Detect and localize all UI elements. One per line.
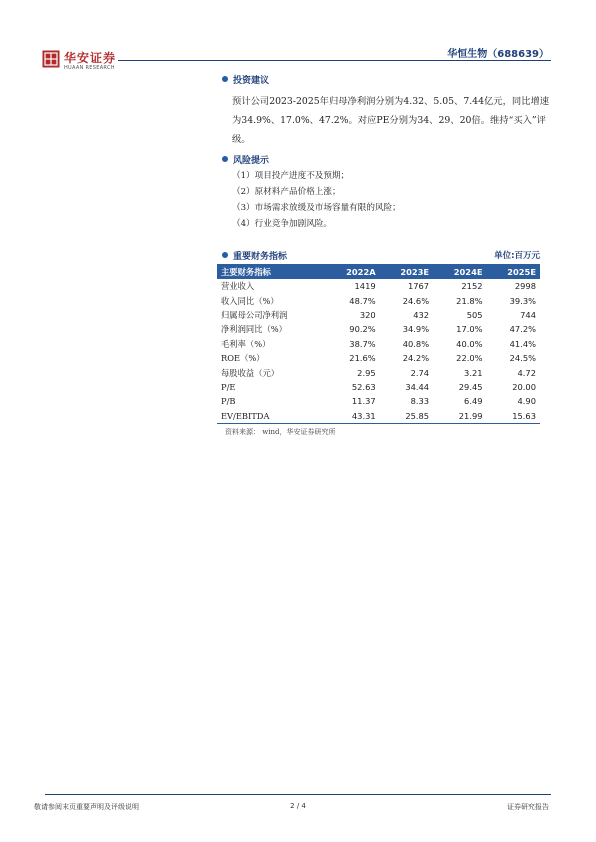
- row-label: 归属母公司净利润: [221, 309, 288, 320]
- investment-paragraph: 预计公司2023-2025年归母净利润分别为4.32、5.05、7.44亿元，同比增速为34.9%、17.0%、47.2%。对应PE分别为34、29、20倍。维持“买入”评级。: [232, 96, 550, 145]
- risk-title-text: 风险提示: [233, 155, 270, 166]
- table-cell: 17.0%: [456, 324, 483, 335]
- table-cell: 21.8%: [456, 295, 483, 306]
- table-cell: 24.5%: [509, 353, 536, 364]
- table-cell: 21.6%: [349, 353, 376, 364]
- logo-subtext: HUAAN RESEARCH: [64, 65, 115, 71]
- table-row: [217, 351, 540, 365]
- table-cell: 24.2%: [402, 353, 430, 364]
- table-header-row: [217, 264, 540, 279]
- table-cell: 24.6%: [402, 295, 430, 306]
- column-header: 主要财务指标: [221, 266, 271, 277]
- risk-item: （2）原材料产品价格上涨；: [232, 187, 341, 197]
- table-cell: 2998: [514, 281, 536, 292]
- table-cell: 90.2%: [349, 324, 376, 335]
- row-label: 毛利率（%）: [221, 338, 271, 349]
- header-divider: [118, 60, 551, 61]
- table-cell: 744: [520, 309, 536, 320]
- table-cell: 6.49: [464, 396, 483, 407]
- report-type: 证券研究报告: [507, 803, 549, 811]
- table-cell: 4.90: [517, 396, 536, 407]
- table-row: [217, 293, 540, 307]
- table-row: [217, 409, 540, 424]
- row-label: ROE（%）: [221, 353, 265, 364]
- table-cell: 15.63: [487, 409, 540, 424]
- risk-item: （3）市场需求放缓及市场容量有限的风险；: [232, 203, 401, 213]
- investment-title-text: 投资建议: [233, 75, 270, 86]
- risk-title: [222, 152, 552, 166]
- row-label: P/E: [221, 381, 236, 392]
- table-cell: 2152: [461, 281, 483, 292]
- financials-section: [217, 248, 540, 437]
- column-header: 2024E: [453, 266, 483, 277]
- table-row: [217, 394, 540, 408]
- table-cell: 320: [359, 309, 376, 320]
- table-cell: 20.00: [512, 381, 536, 392]
- table-cell: 40.0%: [456, 338, 483, 349]
- table-cell: 1767: [407, 281, 430, 292]
- table-row: [217, 380, 540, 394]
- source-note: 资料来源： wind，华安证券研究所: [225, 427, 336, 436]
- table-row: [217, 279, 540, 293]
- row-label: 每股收益（元）: [221, 367, 280, 378]
- row-label: 收入同比（%）: [221, 295, 279, 306]
- table-row: [217, 337, 540, 351]
- risk-item: （4）行业竞争加剧风险。: [232, 219, 332, 229]
- table-cell: 2.74: [410, 367, 430, 378]
- disclaimer-note: 敬请参阅末页重要声明及评级说明: [34, 803, 139, 811]
- table-cell: 22.0%: [456, 353, 483, 364]
- logo-emblem-icon: [42, 50, 60, 68]
- table-cell: 41.4%: [509, 338, 536, 349]
- financials-title: [222, 248, 287, 262]
- financials-table: [217, 264, 540, 424]
- table-row: [217, 322, 540, 336]
- table-row: [217, 365, 540, 379]
- table-cell: 432: [413, 309, 430, 320]
- investment-title: [222, 72, 552, 86]
- logo-text: 华安证券: [64, 51, 117, 65]
- risk-section: [222, 152, 552, 232]
- table-cell: 2.95: [357, 367, 376, 378]
- row-label: P/B: [221, 396, 236, 407]
- table-cell: 4.72: [517, 367, 536, 378]
- table-cell: 38.7%: [349, 338, 376, 349]
- risk-item: （1）项目投产进度不及预期；: [232, 171, 350, 181]
- financials-title-text: 重要财务指标: [233, 251, 288, 262]
- table-cell: 34.44: [405, 381, 430, 392]
- table-cell: 25.85: [380, 409, 433, 424]
- table-cell: 1419: [354, 281, 376, 292]
- footer-divider: [45, 794, 551, 795]
- row-label: 净利润同比（%）: [221, 324, 287, 335]
- column-header: 2025E: [507, 266, 536, 277]
- company-logo: [42, 48, 132, 76]
- table-cell: 11.37: [351, 396, 376, 407]
- report-header-title: 华恒生物（688639）: [447, 49, 549, 60]
- table-cell: 505: [466, 309, 483, 320]
- table-cell: 21.99: [433, 409, 486, 424]
- row-label: EV/EBITDA: [217, 409, 325, 424]
- table-cell: 3.21: [464, 367, 483, 378]
- page-number: 2 / 4: [290, 802, 306, 810]
- bullet-icon: [222, 76, 228, 82]
- table-cell: 8.33: [410, 396, 430, 407]
- column-header: 2023E: [400, 266, 430, 277]
- bullet-icon: [222, 252, 228, 258]
- table-cell: 29.45: [458, 381, 483, 392]
- table-cell: 47.2%: [509, 324, 536, 335]
- table-cell: 52.63: [351, 381, 376, 392]
- table-cell: 48.7%: [349, 295, 376, 306]
- bullet-icon: [222, 156, 228, 162]
- table-cell: 34.9%: [402, 324, 430, 335]
- table-cell: 39.3%: [509, 295, 536, 306]
- table-row: [217, 308, 540, 322]
- table-cell: 43.31: [325, 409, 380, 424]
- table-cell: 40.8%: [402, 338, 430, 349]
- investment-section: [222, 72, 552, 149]
- unit-label: 单位:百万元: [494, 251, 540, 261]
- row-label: 营业收入: [221, 281, 255, 292]
- column-header: 2022A: [346, 266, 376, 277]
